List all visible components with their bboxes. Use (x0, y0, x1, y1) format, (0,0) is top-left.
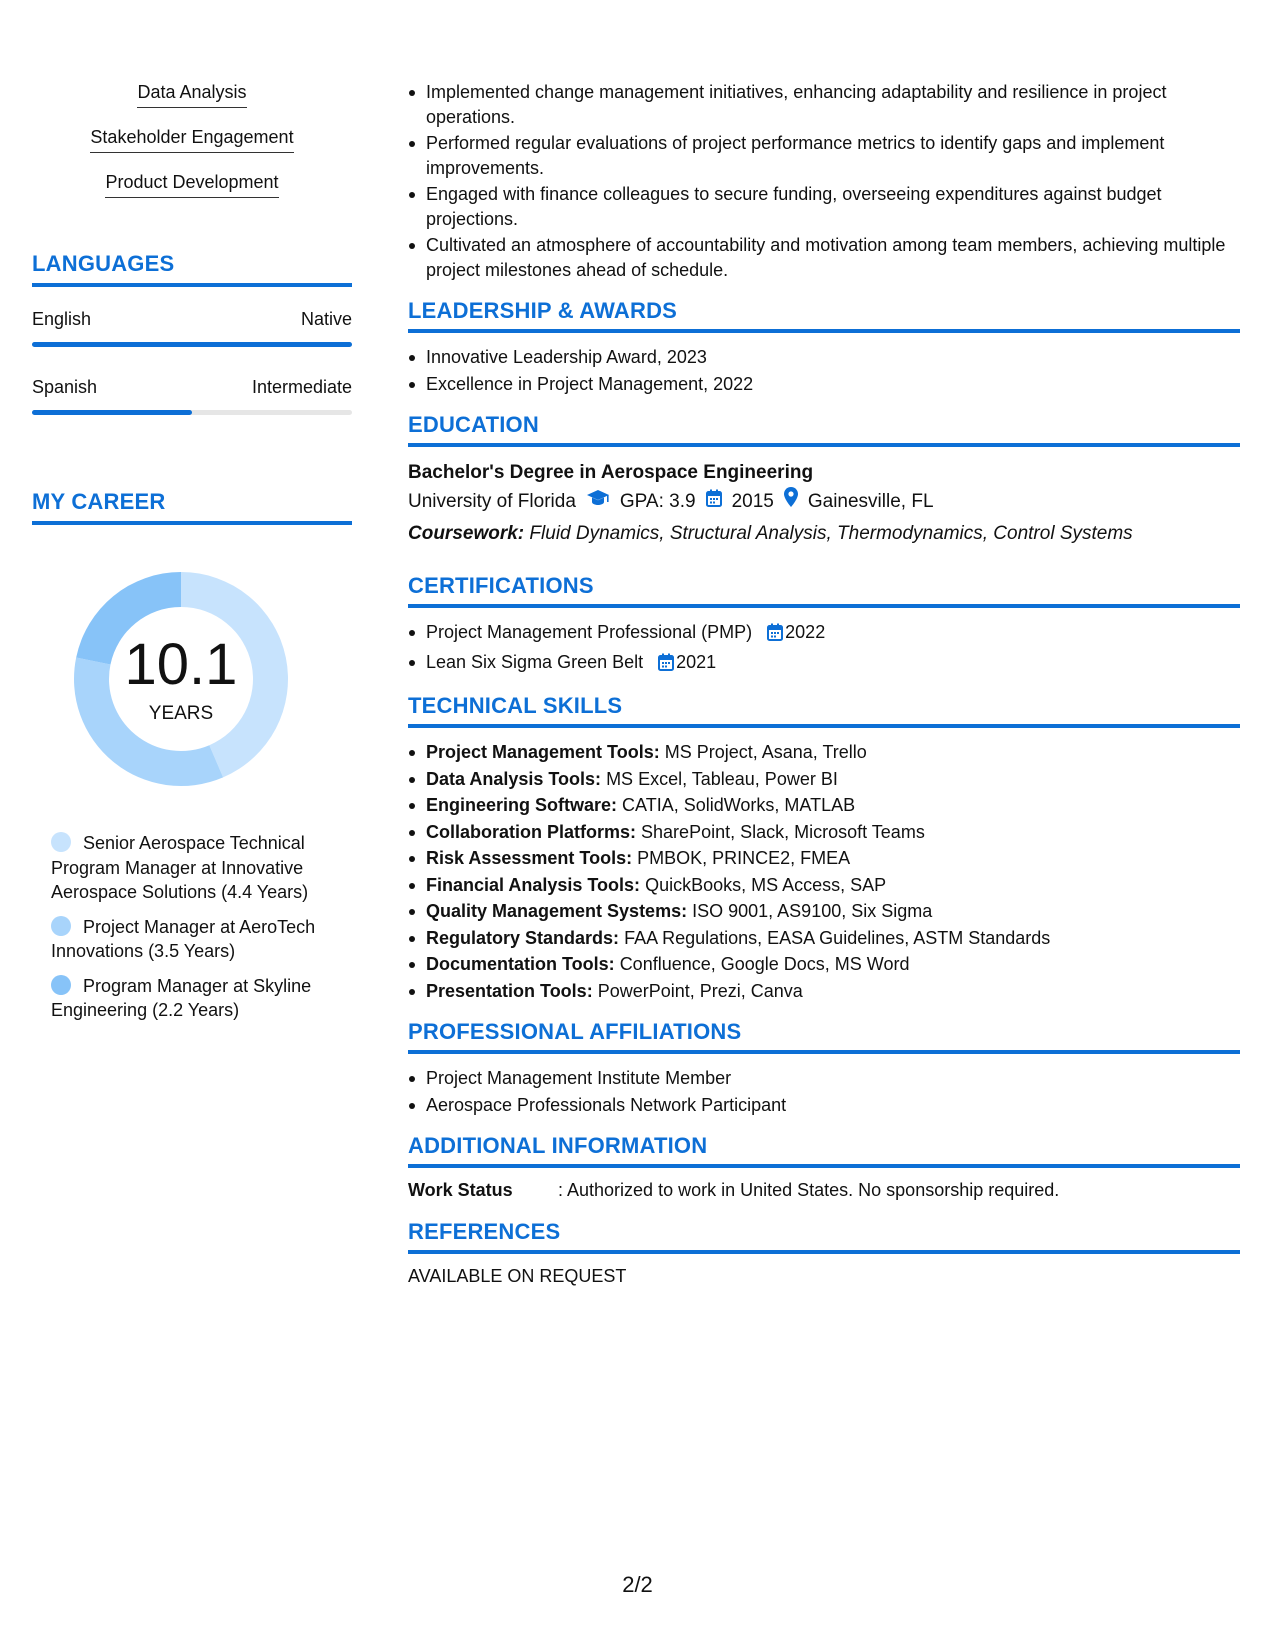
experience-bullet: Implemented change management initiatives, enhancing adaptability and resilience in project operations. (426, 80, 1240, 129)
skill-category: Project Management Tools: (426, 742, 660, 762)
affiliation-item: Project Management Institute Member (426, 1066, 1240, 1091)
technical-skill-item (426, 820, 1240, 845)
skill-category: Regulatory Standards: (426, 927, 620, 948)
career-legend-item (51, 974, 341, 1023)
language-item (32, 309, 352, 347)
career-section (32, 489, 352, 1023)
graduation-cap-icon (586, 487, 610, 517)
work-status-row (408, 1180, 1240, 1201)
school-location: Gainesville, FL (807, 491, 934, 512)
additional-info-section (408, 1133, 1240, 1201)
skill-values: PowerPoint, Prezi, Canva (597, 980, 803, 1001)
skill-category: Documentation Tools: (426, 954, 615, 974)
technical-skill-item (426, 793, 1240, 818)
language-proficiency-fill (32, 342, 352, 347)
skill-values: CATIA, SolidWorks, MATLAB (622, 795, 856, 815)
career-legend-item (51, 915, 341, 964)
language-level: Native (300, 309, 352, 329)
additional-info-heading: ADDITIONAL INFORMATION (408, 1133, 1240, 1168)
skill-category: Collaboration Platforms: (426, 821, 637, 842)
career-total-years: 10.1 (124, 632, 238, 697)
coursework-label: Coursework: (408, 523, 525, 544)
language-item (32, 377, 352, 415)
certification-year: 2022 (785, 622, 826, 642)
skill-tag: Stakeholder Engagement (90, 125, 293, 153)
work-status-label: Work Status (408, 1180, 513, 1200)
coursework-list: Fluid Dynamics, Structural Analysis, Thermodynamics, Control Systems (529, 523, 1133, 544)
certifications-heading: CERTIFICATIONS (408, 573, 1240, 608)
skill-category: Presentation Tools: (426, 980, 593, 1001)
certification-item (426, 650, 1240, 678)
certification-year: 2021 (676, 651, 717, 672)
certification-item (426, 620, 1240, 648)
skill-category: Quality Management Systems: (426, 901, 688, 921)
technical-skill-item (426, 740, 1240, 765)
page-number: 2/2 (622, 1572, 653, 1597)
career-legend-item (51, 831, 341, 905)
award-item: Excellence in Project Management, 2022 (426, 372, 1240, 397)
skill-category: Engineering Software: (426, 795, 618, 815)
language-proficiency-bar (32, 342, 352, 347)
skill-tag: Product Development (105, 170, 278, 198)
languages-heading: LANGUAGES (32, 251, 352, 287)
education-details (408, 487, 1240, 517)
affiliation-item: Aerospace Professionals Network Participant (426, 1093, 1240, 1118)
experience-bullet: Engaged with finance colleagues to secure funding, overseeing expenditures against budget projections. (426, 182, 1240, 231)
school-name: University of Florida (408, 491, 576, 512)
skill-values: ISO 9001, AS9100, Six Sigma (692, 901, 933, 921)
career-role-label: Project Manager at AeroTech Innovations (3.5 Years) (51, 916, 316, 961)
left-column (32, 80, 352, 1033)
calendar-icon (706, 487, 722, 517)
references-text: AVAILABLE ON REQUEST (408, 1266, 627, 1286)
technical-skill-item (426, 846, 1240, 871)
affiliations-section (408, 1019, 1240, 1117)
gpa: GPA: 3.9 (619, 491, 696, 512)
languages-section (32, 251, 352, 415)
education-section (408, 412, 1240, 551)
technical-skill-item (426, 979, 1240, 1004)
award-item: Innovative Leadership Award, 2023 (426, 345, 1240, 370)
technical-skill-item (426, 952, 1240, 977)
skill-category: Risk Assessment Tools: (426, 848, 633, 868)
references-section (408, 1219, 1240, 1287)
technical-skill-item (426, 873, 1240, 898)
technical-skills-section (408, 693, 1240, 1003)
skill-values: MS Excel, Tableau, Power BI (606, 768, 838, 789)
certification-name: Project Management Professional (PMP) (426, 622, 753, 642)
references-heading: REFERENCES (408, 1219, 1240, 1254)
map-pin-icon (784, 487, 798, 517)
affiliations-heading: PROFESSIONAL AFFILIATIONS (408, 1019, 1240, 1054)
technical-skill-item (426, 767, 1240, 792)
graduation-year: 2015 (731, 491, 774, 512)
degree-title: Bachelor's Degree in Aerospace Engineering (408, 462, 814, 483)
career-donut-chart (67, 565, 295, 793)
career-heading: MY CAREER (32, 489, 352, 525)
skill-category: Financial Analysis Tools: (426, 874, 641, 895)
experience-bullets (408, 80, 1240, 282)
coursework (408, 517, 1240, 551)
career-role-label: Senior Aerospace Technical Program Manager at Innovative Aerospace Solutions (4.4 Years) (51, 833, 309, 902)
career-legend (32, 831, 341, 1023)
career-total-unit: YEARS (148, 703, 214, 724)
language-proficiency-fill (32, 410, 192, 415)
language-name: English (32, 309, 92, 329)
skill-values: QuickBooks, MS Access, SAP (645, 874, 887, 895)
skill-values: PMBOK, PRINCE2, FMEA (637, 848, 851, 868)
language-level: Intermediate (251, 377, 352, 397)
experience-bullet: Cultivated an atmosphere of accountability and motivation among team members, achieving multiple project milestones ahead of schedule. (426, 233, 1240, 282)
language-proficiency-bar (32, 410, 352, 415)
work-status-value: : Authorized to work in United States. No sponsorship required. (558, 1180, 1060, 1200)
skill-values: MS Project, Asana, Trello (664, 742, 867, 762)
skill-values: Confluence, Google Docs, MS Word (619, 954, 910, 974)
calendar-icon (658, 653, 674, 678)
technical-skills-heading: TECHNICAL SKILLS (408, 693, 1240, 728)
skill-values: SharePoint, Slack, Microsoft Teams (641, 821, 925, 842)
skill-values: FAA Regulations, EASA Guidelines, ASTM Standards (624, 927, 1051, 948)
legend-dot (51, 832, 71, 852)
awards-section (408, 298, 1240, 396)
calendar-icon (767, 623, 783, 648)
right-column (408, 80, 1240, 1287)
certification-name: Lean Six Sigma Green Belt (426, 651, 644, 672)
language-name: Spanish (32, 377, 98, 397)
certifications-section (408, 573, 1240, 677)
education-heading: EDUCATION (408, 412, 1240, 447)
skill-category: Data Analysis Tools: (426, 768, 602, 789)
experience-bullet: Performed regular evaluations of project performance metrics to identify gaps and implement improvements. (426, 131, 1240, 180)
technical-skill-item (426, 899, 1240, 924)
awards-heading: LEADERSHIP & AWARDS (408, 298, 1240, 333)
skill-tag: Data Analysis (137, 80, 246, 108)
skill-tags (32, 80, 352, 215)
legend-dot (51, 975, 71, 995)
career-role-label: Program Manager at Skyline Engineering (2.2 Years) (51, 975, 312, 1020)
technical-skill-item (426, 926, 1240, 951)
legend-dot (51, 916, 71, 936)
